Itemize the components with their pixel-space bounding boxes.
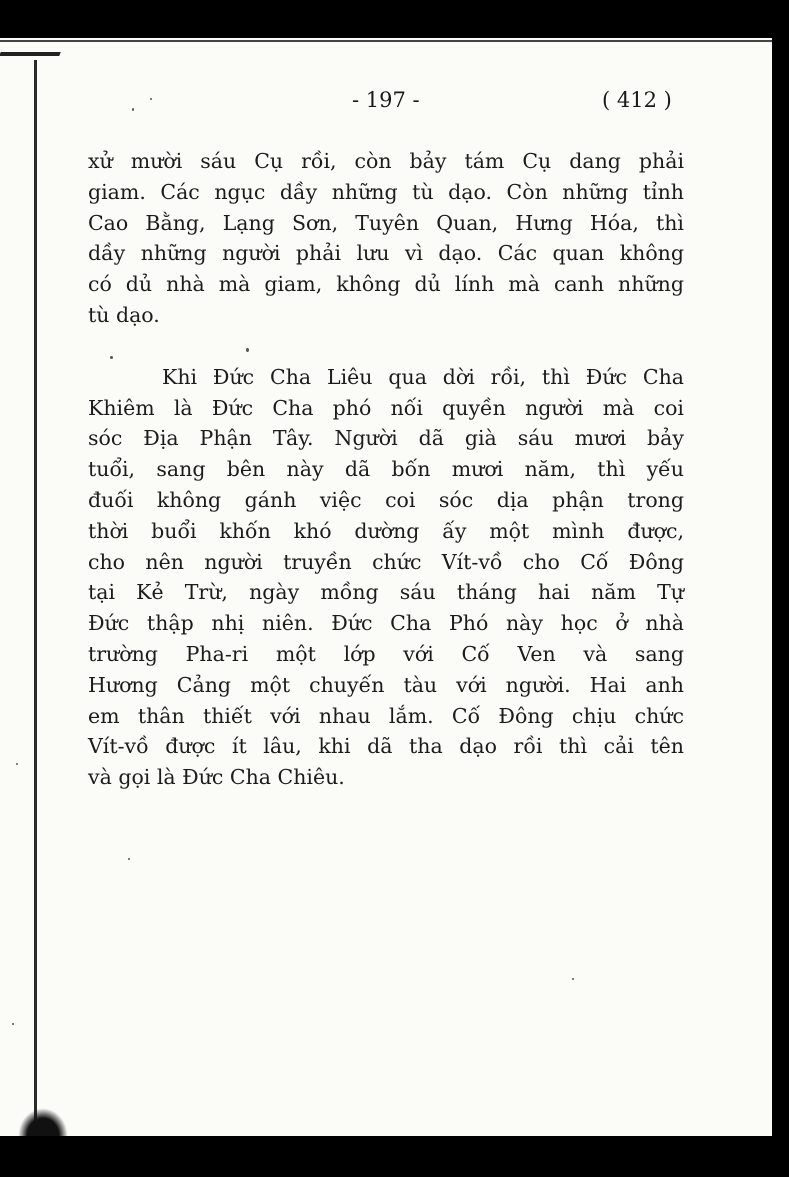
scan-speck bbox=[150, 98, 152, 100]
scan-speck bbox=[12, 1023, 14, 1025]
text-line: và gọi là Đức Cha Chiêu. bbox=[88, 765, 345, 790]
text-line: Vít-vồ được ít lâu, khi dã tha dạo rồi thì cải tên bbox=[88, 734, 684, 759]
text-line: đuối không gánh việc coi sóc dịa phận trong bbox=[88, 487, 684, 512]
paragraph-1 bbox=[88, 146, 684, 331]
text-line: có dủ nhà mà giam, không dủ lính mà canh những bbox=[88, 272, 684, 297]
page-number: - 197 - bbox=[352, 88, 420, 112]
text-line: thời buổi khốn khó dường ấy một mình được, bbox=[88, 518, 684, 543]
text-line: em thân thiết với nhau lắm. Cố Đông chịu chức bbox=[88, 703, 684, 728]
scan-border-right bbox=[772, 38, 789, 1136]
text-line: Khiêm là Đức Cha phó nối quyền người mà coi bbox=[88, 395, 684, 420]
text-line: Đức thập nhị niên. Đức Cha Phó này học ở nhà bbox=[88, 611, 684, 636]
text-line: sóc Địa Phận Tây. Người dã già sáu mươi bảy bbox=[88, 426, 684, 451]
body-text bbox=[88, 146, 684, 793]
paragraph-spacer bbox=[88, 331, 684, 362]
text-line: Cao Bằng, Lạng Sơn, Tuyên Quan, Hưng Hóa, thì bbox=[88, 210, 684, 235]
binding-shadow bbox=[18, 1108, 68, 1136]
top-rule bbox=[0, 40, 772, 42]
text-line: Khi Đức Cha Liêu qua dời rồi, thì Đức Cha bbox=[162, 364, 684, 389]
text-line: tại Kẻ Trừ, ngày mồng sáu tháng hai năm Tự bbox=[88, 580, 684, 605]
text-line: trường Pha-ri một lớp với Cố Ven và sang bbox=[88, 641, 684, 666]
book-page bbox=[0, 38, 772, 1136]
page-header bbox=[0, 88, 772, 118]
scan-speck bbox=[572, 978, 574, 980]
scan-border-top bbox=[0, 0, 789, 38]
text-line: cho nên người truyền chức Vít-vồ cho Cố Đông bbox=[88, 549, 684, 574]
paragraph-2 bbox=[88, 362, 684, 793]
text-line: xử mười sáu Cụ rồi, còn bảy tám Cụ dang phải bbox=[88, 149, 684, 173]
scan-speck bbox=[246, 348, 249, 352]
text-line: Hương Cảng một chuyến tàu với người. Hai anh bbox=[88, 672, 684, 697]
scan-speck bbox=[132, 108, 134, 111]
binding-edge bbox=[0, 52, 61, 56]
binding-line bbox=[34, 60, 37, 1135]
text-line: tù dạo. bbox=[88, 302, 160, 327]
scan-speck bbox=[110, 356, 113, 359]
scan-speck bbox=[16, 763, 18, 765]
scan-speck bbox=[128, 858, 130, 860]
scan-border-bottom bbox=[0, 1136, 789, 1177]
text-line: tuổi, sang bên này dã bốn mươi năm, thì yếu bbox=[88, 457, 684, 482]
page-reference-number: ( 412 ) bbox=[602, 88, 672, 112]
text-line: giam. Các ngục dầy những tù dạo. Còn những tỉnh bbox=[88, 179, 684, 204]
text-line: dầy những người phải lưu vì dạo. Các quan không bbox=[88, 241, 684, 266]
